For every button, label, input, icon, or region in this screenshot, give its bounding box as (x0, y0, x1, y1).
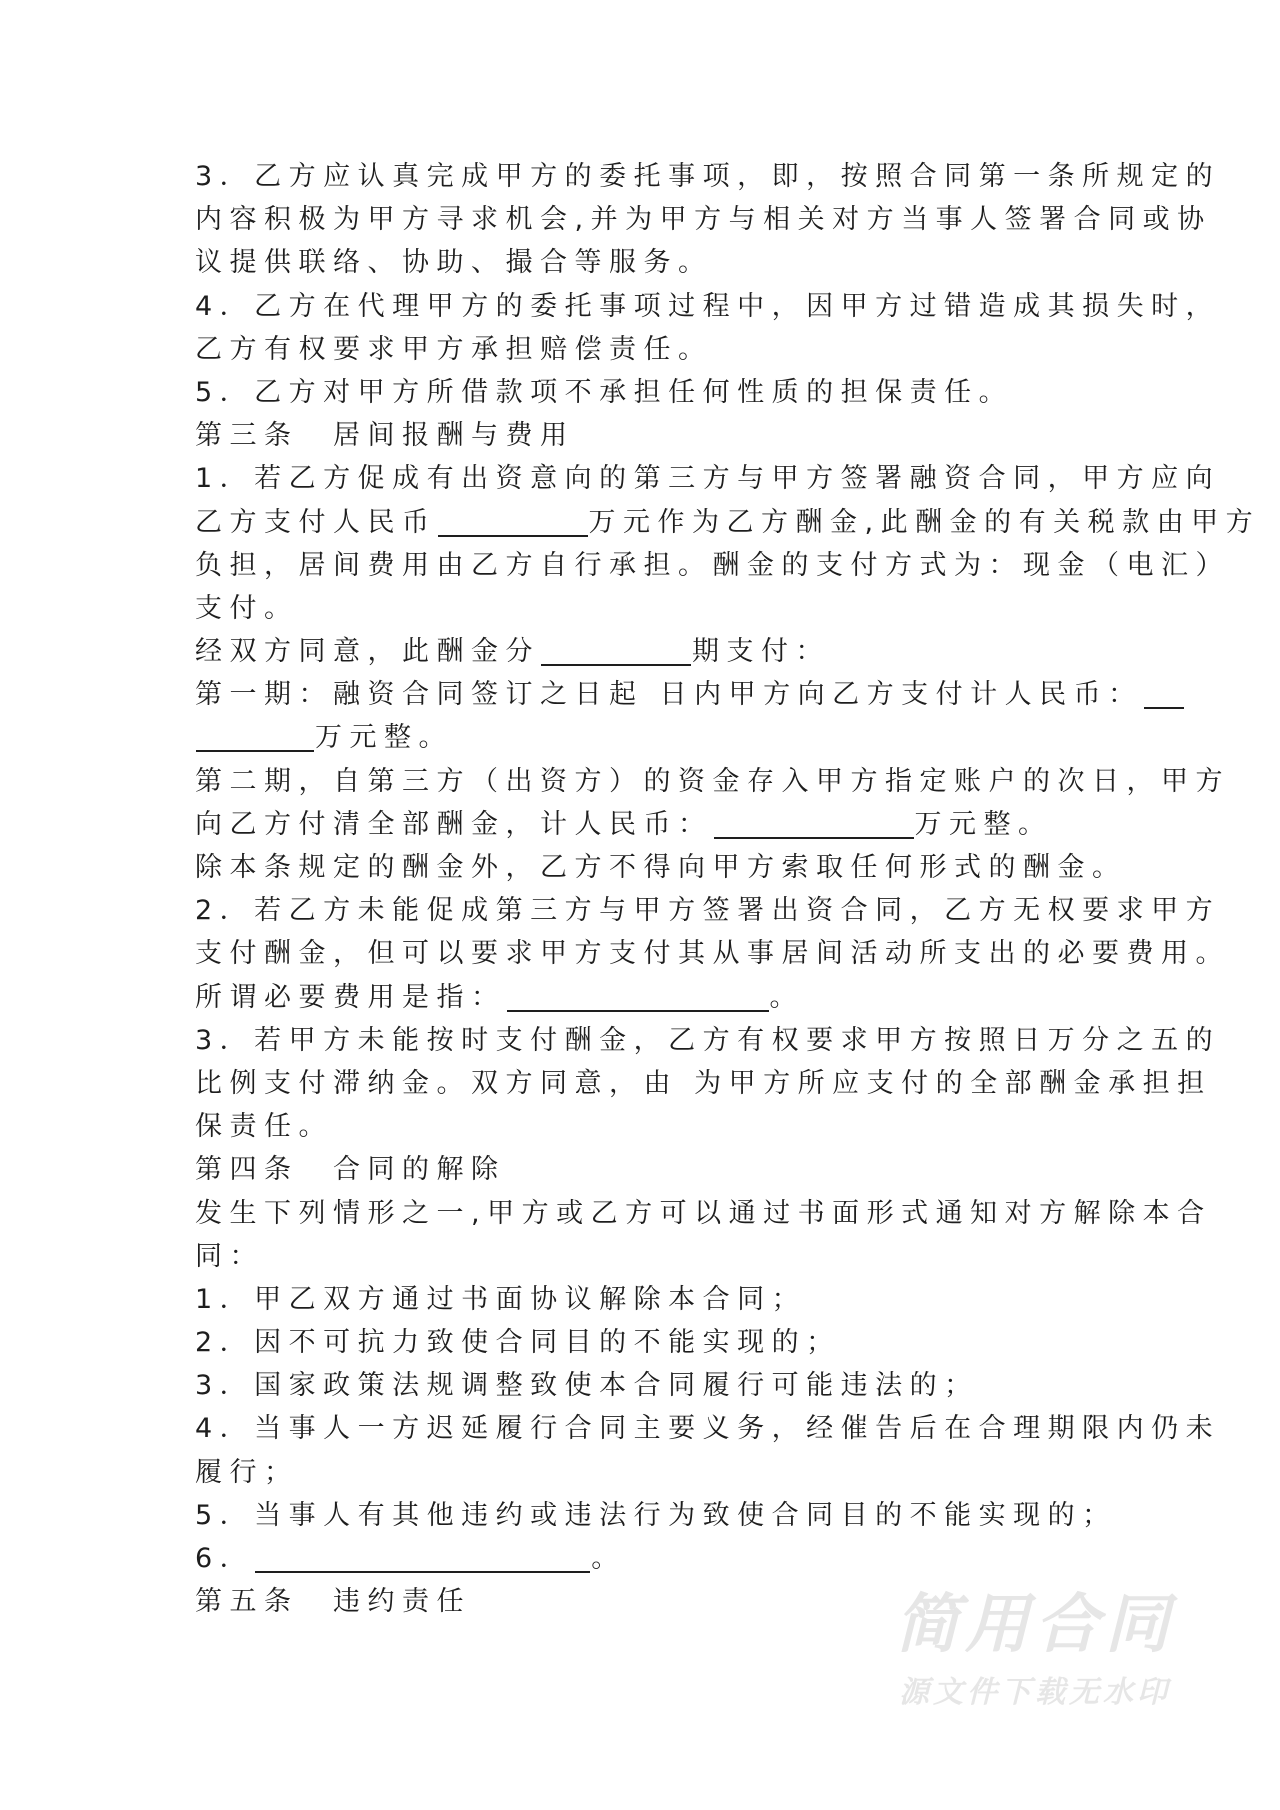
text-line: 第五条 违约责任 (195, 1586, 471, 1618)
text-line: 3．若甲方未能按时支付酬金，乙方有权要求甲方按照日万分之五的 (195, 1024, 1221, 1056)
text-line: 2．若乙方未能促成第三方与甲方签署出资合同，乙方无权要求甲方 (195, 895, 1221, 927)
text-line-with-blank (195, 630, 1095, 673)
text-line-with-blank (195, 501, 1261, 544)
line-text-after: 期支付： (692, 636, 830, 668)
text-line: 比例支付滞纳金。双方同意，由 为甲方所应支付的全部酬金承担担 (195, 1067, 1212, 1099)
line-text-after: 万元整。 (914, 808, 1053, 840)
text-line: 负担，居间费用由乙方自行承担。酬金的支付方式为：现金（电汇） (195, 549, 1230, 581)
fill-in-blank (541, 634, 691, 666)
line-text-before: 第一期：融资合同签订之日起 日内甲方向乙方支付计人民币： (195, 679, 1143, 711)
text-line-with-blank (195, 716, 1095, 759)
line-text-after: 万元作为乙方酬金,此酬金的有关税款由甲方 (588, 506, 1261, 538)
fill-in-blank (438, 505, 588, 537)
text-line: 1．若乙方促成有出资意向的第三方与甲方签署融资合同，甲方应向 (195, 463, 1221, 495)
line-text-before: 乙方支付人民币 (195, 506, 437, 538)
watermark-subtitle: 源文件下载无水印 (899, 1675, 1171, 1710)
line-text-before: 向乙方付清全部酬金，计人民币： (195, 808, 713, 840)
text-line: 第三条 居间报酬与费用 (195, 420, 575, 452)
fill-in-blank (1144, 677, 1184, 709)
text-line: 5．乙方对甲方所借款项不承担任何性质的担保责任。 (195, 376, 1014, 408)
fill-in-blank (507, 980, 769, 1012)
fill-in-blank (255, 1541, 590, 1573)
text-line: 发生下列情形之一,甲方或乙方可以通过书面形式通知对方解除本合 (195, 1197, 1212, 1229)
text-line: 2．因不可抗力致使合同目的不能实现的； (195, 1327, 841, 1359)
text-line: 第二期，自第三方（出资方）的资金存入甲方指定账户的次日，甲方 (195, 765, 1230, 797)
text-line: 4．当事人一方迟延履行合同主要义务，经催告后在合理期限内仍未 (195, 1413, 1221, 1445)
text-line: 第四条 合同的解除 (195, 1154, 506, 1186)
text-line: 履行； (195, 1456, 299, 1488)
line-text-after: 。 (591, 1543, 626, 1574)
line-text-before: 所谓必要费用是指： (195, 981, 506, 1013)
text-line: 乙方有权要求甲方承担赔偿责任。 (195, 333, 713, 365)
text-line-with-blank (195, 803, 1095, 846)
line-text-after: 万元整。 (315, 722, 453, 754)
text-line-with-blank (195, 673, 1143, 716)
text-line: 除本条规定的酬金外，乙方不得向甲方索取任何形式的酬金。 (195, 852, 1127, 883)
watermark-title: 简用合同 (895, 1588, 1175, 1662)
text-line: 1．甲乙双方通过书面协议解除本合同； (195, 1283, 807, 1315)
text-line: 同： (195, 1240, 264, 1272)
text-line: 4．乙方在代理甲方的委托事项过程中，因甲方过错造成其损失时， (195, 290, 1221, 322)
text-line-with-blank (195, 1537, 1095, 1580)
line-text-before: 6． (195, 1543, 255, 1574)
text-line: 内容积极为甲方寻求机会,并为甲方与相关对方当事人签署合同或协 (195, 204, 1212, 236)
text-line: 议提供联络、协助、撮合等服务。 (195, 247, 713, 279)
text-line-with-blank (195, 976, 1095, 1019)
watermark (880, 1585, 1190, 1715)
text-line: 支付。 (195, 592, 299, 624)
line-text-before: 经双方同意，此酬金分 (195, 636, 540, 668)
line-text-after: 。 (769, 981, 804, 1013)
document-body (195, 155, 1261, 1623)
fill-in-blank (196, 720, 314, 752)
text-line: 支付酬金，但可以要求甲方支付其从事居间活动所支出的必要费用。 (195, 938, 1230, 970)
text-line: 5．当事人有其他违约或违法行为致使合同目的不能实现的； (195, 1499, 1117, 1531)
text-line: 3．国家政策法规调整致使本合同履行可能违法的； (195, 1370, 979, 1402)
text-line: 3．乙方应认真完成甲方的委托事项，即，按照合同第一条所规定的 (195, 161, 1221, 192)
text-line: 保责任。 (195, 1111, 333, 1143)
fill-in-blank (714, 807, 914, 839)
